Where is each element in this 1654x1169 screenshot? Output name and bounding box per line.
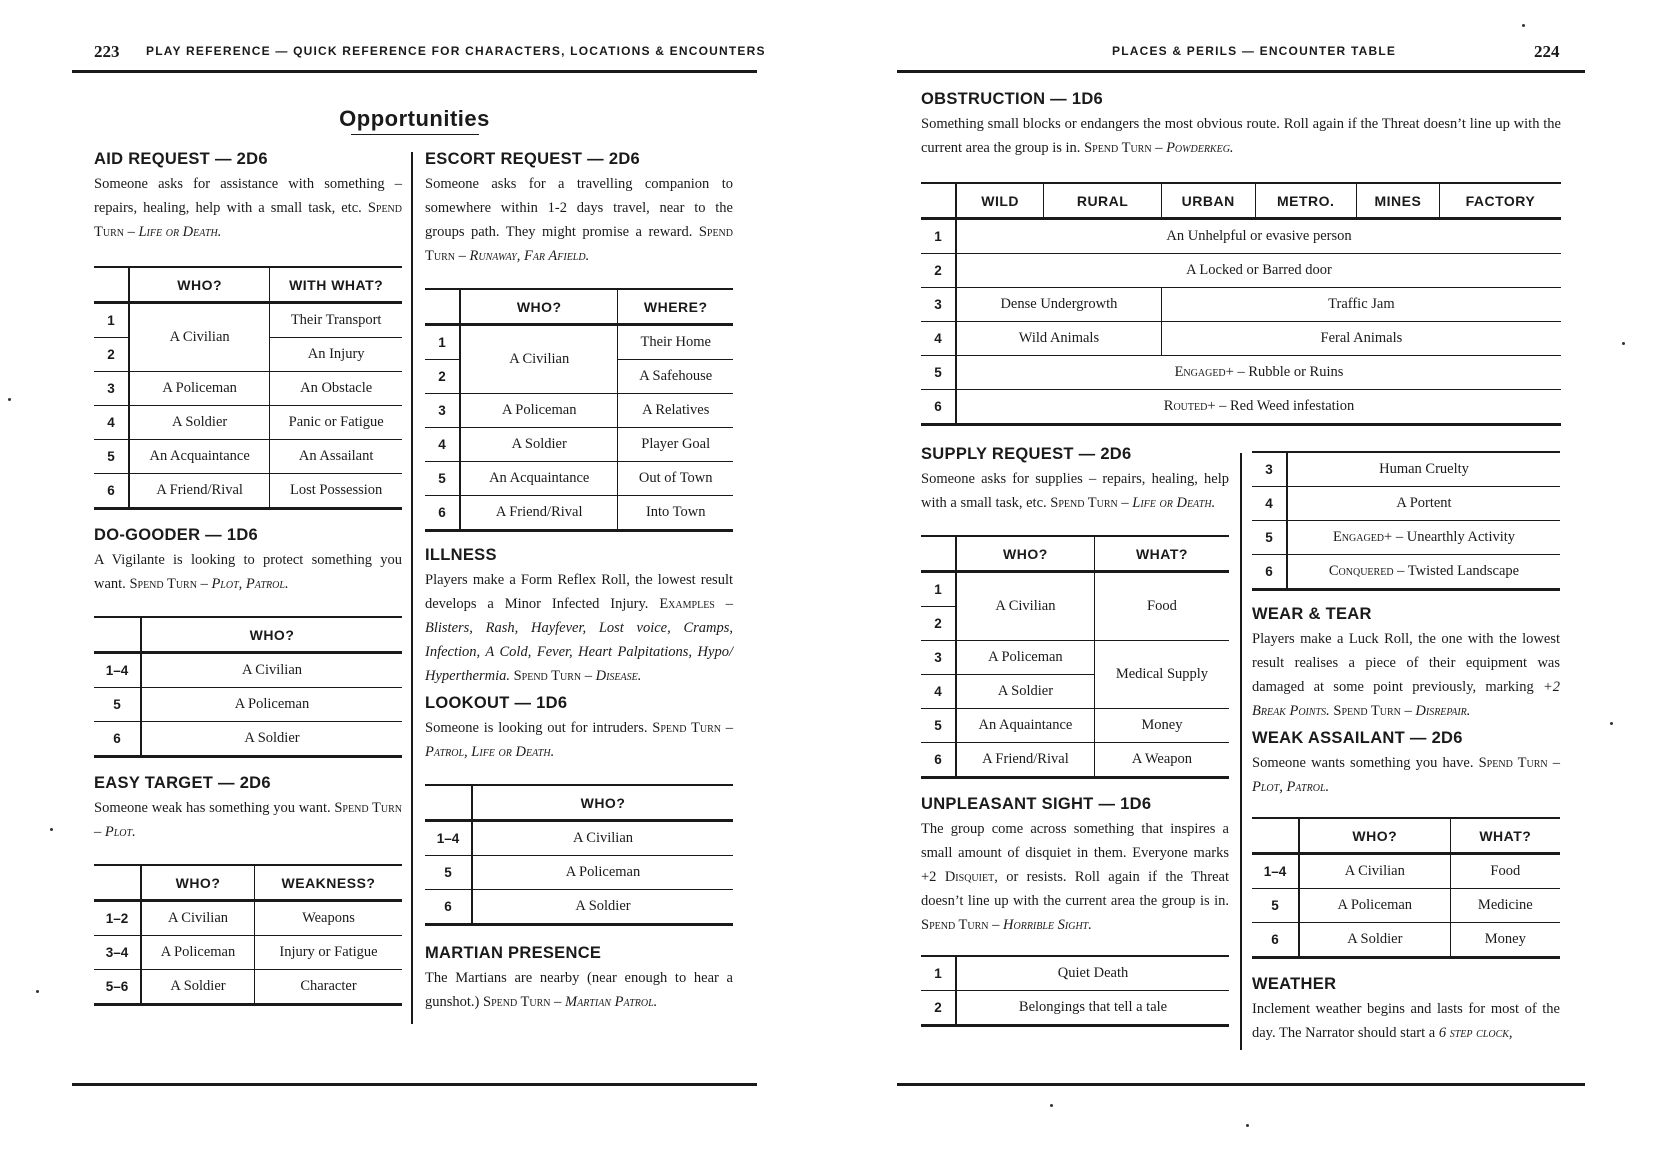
scan-speck bbox=[1050, 1104, 1053, 1107]
section-text: Someone asks for supplies – repairs, healing, help with a small task, etc. Spend Turn – Life or Death. bbox=[921, 471, 1229, 511]
table-row: 2 Belongings that tell a tale bbox=[921, 991, 1229, 1026]
table-row: 3 Dense Undergrowth Traffic Jam bbox=[921, 288, 1561, 322]
section-heading: WEATHER bbox=[1252, 975, 1337, 993]
weak-assailant-section bbox=[1252, 729, 1560, 959]
supply-request-section bbox=[921, 445, 1229, 779]
section-text: Someone is looking out for intruders. Spend Turn – Patrol, Life or Death. bbox=[425, 720, 734, 760]
left-column bbox=[94, 150, 402, 1006]
table-row: 3 A Policeman An Obstacle bbox=[94, 372, 402, 406]
escort-request-table bbox=[425, 288, 733, 532]
table-header-cell: WHO? bbox=[141, 865, 255, 901]
scan-speck bbox=[1622, 342, 1625, 345]
section-heading: WEAR & TEAR bbox=[1252, 605, 1372, 623]
table-header-cell bbox=[425, 785, 472, 821]
table-row: 6 A Soldier bbox=[425, 890, 733, 925]
table-header-cell: WEAKNESS? bbox=[281, 874, 376, 891]
table-header-cell bbox=[1252, 818, 1299, 854]
running-head: PLACES & PERILS — ENCOUNTER TABLE bbox=[1112, 44, 1397, 58]
illness-section bbox=[425, 546, 733, 688]
table-header-cell: MINES bbox=[1356, 183, 1439, 219]
header-rule bbox=[897, 70, 1585, 73]
unpleasant-sight-table bbox=[921, 955, 1229, 1027]
do-gooder-table bbox=[94, 616, 402, 758]
table-header-cell: WHERE? bbox=[643, 298, 708, 315]
table-row: 3 Human Cruelty bbox=[1252, 452, 1560, 487]
lookout-section bbox=[425, 694, 733, 926]
section-text: The group come across something that inspires a small amount of disquiet in them. Everyone marks +2 Disquiet, or resists. Roll again if the Threat doesn’t line up with the current area the group is in. Spend Turn – Horrible Sight. bbox=[921, 821, 1229, 933]
table-header-cell bbox=[94, 617, 141, 653]
scan-speck bbox=[8, 398, 11, 401]
table-header-cell: WHO? bbox=[580, 794, 626, 811]
section-heading: LOOKOUT — 1D6 bbox=[425, 694, 568, 712]
wear-tear-section bbox=[1252, 605, 1560, 723]
table-header-cell bbox=[425, 289, 460, 325]
table-row: 2 A Safehouse bbox=[425, 360, 733, 394]
section-text: Inclement weather begins and lasts for most of the day. The Narrator should start a 6 step clock, bbox=[1252, 1001, 1560, 1041]
table-row: 1–4 A Civilian Food bbox=[1252, 854, 1560, 889]
table-row: 4 A Portent bbox=[1252, 487, 1560, 521]
section-heading: ESCORT REQUEST — 2D6 bbox=[425, 150, 641, 168]
right-page bbox=[827, 0, 1654, 1169]
section-heading: UNPLEASANT SIGHT — 1D6 bbox=[921, 795, 1152, 813]
footer-rule bbox=[897, 1083, 1585, 1086]
right-column bbox=[425, 150, 733, 1014]
weak-assailant-table bbox=[1252, 817, 1560, 959]
table-row: 1 A Civilian Their Home bbox=[425, 325, 733, 360]
table-row: 1–4 A Civilian bbox=[94, 653, 402, 688]
section-text: Players make a Luck Roll, the one with the lowest result realises a piece of their equipment was damaged at some point previously, marking +2 Break Points. Spend Turn – Disrepair. bbox=[1252, 631, 1561, 719]
table-header-cell bbox=[921, 536, 956, 572]
column-divider bbox=[411, 152, 413, 1024]
title-underline bbox=[351, 134, 479, 135]
section-text: Something small blocks or endangers the most obvious route. Roll again if the Threat doesn’t line up with the current area the group is in. Spend Turn – Powderkeg. bbox=[921, 116, 1561, 156]
table-row: 2 An Injury bbox=[94, 338, 402, 372]
supply-request-table bbox=[921, 535, 1229, 779]
table-row: 5 A Policeman Medicine bbox=[1252, 889, 1560, 923]
running-head: PLAY REFERENCE — QUICK REFERENCE FOR CHARACTERS, LOCATIONS & ENCOUNTERS bbox=[146, 44, 766, 58]
table-row: 5 A Policeman bbox=[94, 688, 402, 722]
table-row: 5 Engaged+ – Rubble or Ruins bbox=[921, 356, 1561, 390]
table-header-cell: WHAT? bbox=[1135, 545, 1188, 562]
column-divider bbox=[1240, 453, 1242, 1050]
table-header-cell: WHO? bbox=[460, 289, 618, 325]
section-heading: WEAK ASSAILANT — 2D6 bbox=[1252, 729, 1463, 747]
section-text: Someone asks for a travelling companion to somewhere within 1-2 days travel, near to the groups path. They might promise a reward. Spend Turn – Runaway, Far Afield. bbox=[425, 176, 734, 264]
unpleasant-sight-section bbox=[921, 795, 1229, 1027]
aid-request-section bbox=[94, 150, 402, 510]
table-row: 4 A Soldier Player Goal bbox=[425, 428, 733, 462]
table-header-cell: WHO? bbox=[956, 536, 1094, 572]
obstruction-section bbox=[921, 90, 1561, 426]
table-row: 1 A Civilian Food bbox=[921, 572, 1229, 607]
page-number: 224 bbox=[1534, 42, 1560, 61]
section-heading: OBSTRUCTION — 1D6 bbox=[921, 90, 1104, 108]
lookout-table bbox=[425, 784, 733, 926]
section-text: Someone wants something you have. Spend Turn – Plot, Patrol. bbox=[1252, 755, 1561, 795]
table-row: 1 An Unhelpful or evasive person bbox=[921, 219, 1561, 254]
footer-rule bbox=[72, 1083, 757, 1086]
table-row: 5–6 A Soldier Character bbox=[94, 970, 402, 1005]
page-number: 223 bbox=[94, 42, 120, 61]
table-row: 6 A Soldier bbox=[94, 722, 402, 757]
table-header-cell: WHO? bbox=[129, 267, 270, 303]
table-row: 6 A Friend/Rival A Weapon bbox=[921, 743, 1229, 778]
table-row: 2 bbox=[921, 607, 1229, 641]
scan-speck bbox=[50, 828, 53, 831]
table-row: 1–2 A Civilian Weapons bbox=[94, 901, 402, 936]
section-heading: ILLNESS bbox=[425, 546, 497, 564]
scan-speck bbox=[1610, 722, 1613, 725]
table-header-cell bbox=[94, 865, 141, 901]
section-heading: AID REQUEST — 2D6 bbox=[94, 150, 268, 168]
table-row: 4 A Soldier bbox=[921, 675, 1229, 709]
easy-target-section bbox=[94, 774, 402, 1006]
table-row: 3–4 A Policeman Injury or Fatigue bbox=[94, 936, 402, 970]
table-row: 2 A Locked or Barred door bbox=[921, 254, 1561, 288]
table-header-cell: WHAT? bbox=[1479, 827, 1532, 844]
table-row: 1 A Civilian Their Transport bbox=[94, 303, 402, 338]
table-header-cell: WITH WHAT? bbox=[289, 276, 384, 293]
header-rule bbox=[72, 70, 757, 73]
weather-section bbox=[1252, 975, 1560, 1045]
do-gooder-section bbox=[94, 526, 402, 758]
section-text: Someone asks for assistance with something – repairs, healing, help with a small task, etc. Spend Turn – Life or Death. bbox=[94, 176, 403, 240]
table-row: 3 A Policeman A Relatives bbox=[425, 394, 733, 428]
table-header-cell: WHO? bbox=[1299, 818, 1450, 854]
scan-speck bbox=[36, 990, 39, 993]
table-row: 3 A Policeman Medical Supply bbox=[921, 641, 1229, 675]
table-header-cell: WHO? bbox=[249, 626, 295, 643]
table-row: 6 A Friend/Rival Into Town bbox=[425, 496, 733, 531]
section-heading: EASY TARGET — 2D6 bbox=[94, 774, 271, 792]
table-row: 1–4 A Civilian bbox=[425, 821, 733, 856]
table-header-cell: WILD bbox=[956, 183, 1044, 219]
section-text: The Martians are nearby (near enough to hear a gunshot.) Spend Turn – Martian Patrol. bbox=[425, 970, 733, 1010]
table-row: 6 Routed+ – Red Weed infestation bbox=[921, 390, 1561, 425]
table-header-cell: METRO. bbox=[1255, 183, 1356, 219]
escort-request-section bbox=[425, 150, 733, 532]
table-row: 6 Conquered – Twisted Landscape bbox=[1252, 555, 1560, 590]
aid-request-table bbox=[94, 266, 402, 510]
obstruction-table bbox=[921, 182, 1561, 426]
table-header-cell bbox=[921, 183, 956, 219]
table-row: 4 Wild Animals Feral Animals bbox=[921, 322, 1561, 356]
section-heading: MARTIAN PRESENCE bbox=[425, 944, 602, 962]
table-row: 5 Engaged+ – Unearthly Activity bbox=[1252, 521, 1560, 555]
table-header-cell bbox=[94, 267, 129, 303]
right-column bbox=[1252, 451, 1560, 1045]
scan-speck bbox=[1246, 1124, 1249, 1127]
table-row: 5 An Aquaintance Money bbox=[921, 709, 1229, 743]
unpleasant-sight-table-continued bbox=[1252, 451, 1560, 591]
section-text: A Vigilante is looking to protect something you want. Spend Turn – Plot, Patrol. bbox=[94, 552, 402, 592]
table-header-cell: RURAL bbox=[1044, 183, 1162, 219]
table-row: 6 A Soldier Money bbox=[1252, 923, 1560, 958]
table-row: 5 An Acquaintance Out of Town bbox=[425, 462, 733, 496]
table-row: 4 A Soldier Panic or Fatigue bbox=[94, 406, 402, 440]
section-heading: SUPPLY REQUEST — 2D6 bbox=[921, 445, 1132, 463]
table-header-cell: URBAN bbox=[1161, 183, 1255, 219]
table-header-cell: FACTORY bbox=[1465, 192, 1536, 209]
section-text: Someone weak has something you want. Spend Turn – Plot. bbox=[94, 800, 402, 840]
left-column bbox=[921, 445, 1229, 1027]
scan-speck bbox=[1522, 24, 1525, 27]
section-heading: DO-GOODER — 1D6 bbox=[94, 526, 259, 544]
table-row: 5 A Policeman bbox=[425, 856, 733, 890]
section-text: Players make a Form Reflex Roll, the lowest result develops a Minor Infected Injury. Examples – Blisters, Rash, Hayfever, Lost voice, Cramps, Infection, A Cold, Fever, Heart Palpitations, Hypo/ Hyperthermia. Spend Turn – Disease. bbox=[425, 572, 734, 684]
table-row: 6 A Friend/Rival Lost Possession bbox=[94, 474, 402, 509]
table-row: 5 An Acquaintance An Assailant bbox=[94, 440, 402, 474]
page-title: Opportunities bbox=[339, 106, 490, 131]
martian-presence-section bbox=[425, 944, 733, 1014]
table-row: 1 Quiet Death bbox=[921, 956, 1229, 991]
easy-target-table bbox=[94, 864, 402, 1006]
